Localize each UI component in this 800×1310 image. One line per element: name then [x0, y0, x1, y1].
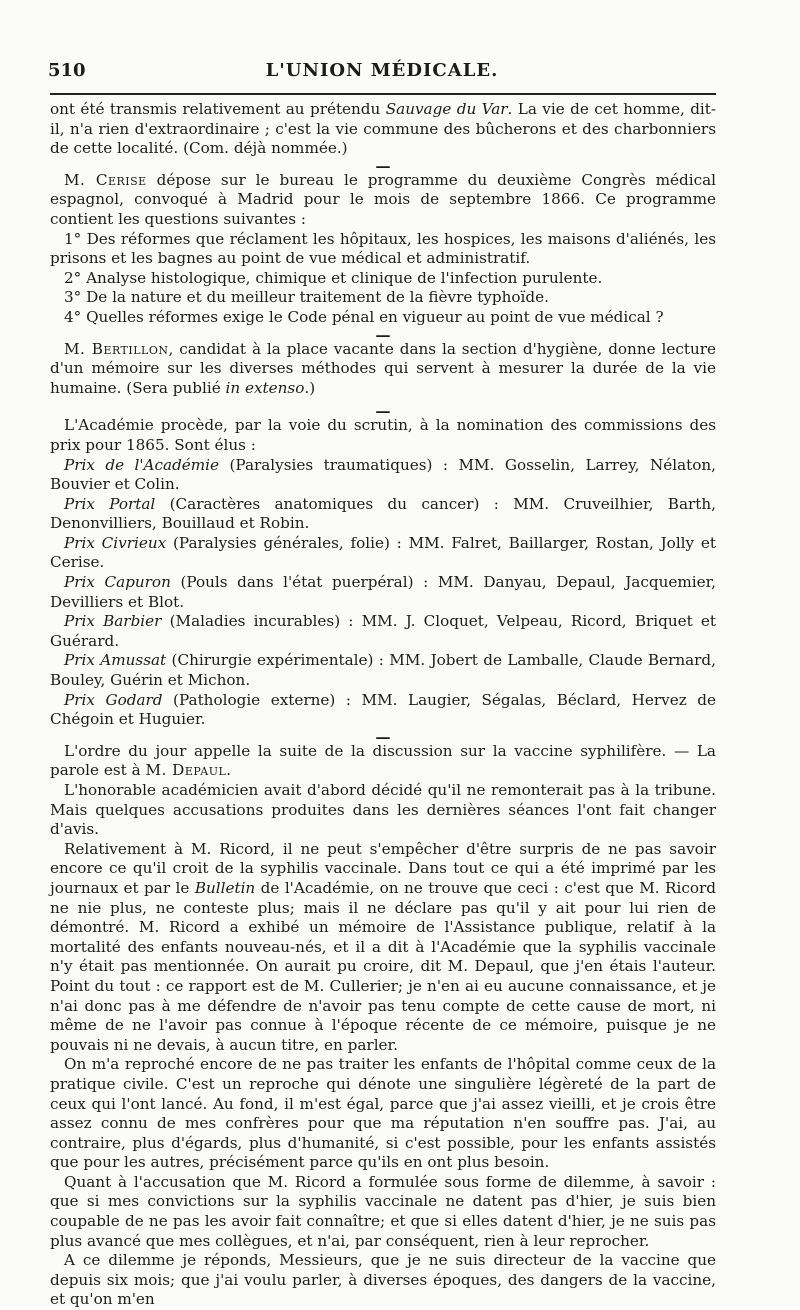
prize-barbier	[50, 612, 716, 651]
question-4: 4° Quelles réformes exige le Code pénal en vigueur au point de vue médical ?	[64, 307, 664, 326]
speaker-name: M. Cerise	[64, 170, 147, 189]
speaker-name: M. Depaul	[145, 761, 227, 780]
speaker-name: M. Bertillon	[64, 339, 169, 358]
paragraph-order-of-day	[50, 742, 716, 781]
text: Relativement à M. Ricord, il ne peut s'empêcher d'être surpris de ne pas savoir encore ce qu'il croit de la syphilis vaccinale. Dans tout ce qui a été imprimé par les journaux et par le	[50, 839, 716, 897]
section-dash: —	[375, 156, 391, 175]
text-italic: Sauvage du Var	[385, 100, 508, 118]
prize-name: Prix Portal	[64, 494, 156, 513]
text: .	[226, 761, 232, 780]
prize-name: Prix Amussat	[64, 651, 167, 670]
text: (Pathologie externe) : MM. Laugier, Ségalas, Béclard, Hervez de Chégoin et Huguier.	[50, 690, 717, 729]
text-italic: in extenso	[225, 378, 305, 397]
text: dépose sur le bureau le programme du deuxième Congrès médical espagnol, convoqué à Madrid pour le mois de septembre 1866. Ce programme contient les questions suivantes :	[50, 170, 716, 228]
prize-academie	[50, 456, 716, 495]
article-body	[50, 100, 716, 1310]
text: .)	[304, 378, 316, 397]
text: L'ordre du jour appelle la suite de la discussion sur la vaccine syphilifère. — La parole est à	[50, 741, 716, 780]
page-number: 510	[48, 60, 86, 81]
prize-name: Prix Capuron	[64, 573, 171, 592]
paragraph-response: A ce dilemme je réponds, Messieurs, que je ne suis directeur de la vaccine que depuis six mois; que j'ai voulu parler, à diverses époques, des dangers de la vaccine, et qu'on m'en	[50, 1251, 716, 1309]
text: , candidat à la place vacante dans la section d'hygiène, donne lecture d'un mémoire sur les diverses méthodes qui servent à mesurer la durée de la vie humaine. (Sera publié	[50, 339, 717, 397]
question-3: 3° De la nature et du meilleur traitement de la fièvre typhoïde.	[64, 288, 549, 307]
text-italic: Bulletin	[194, 878, 256, 897]
paragraph-ricord	[50, 840, 716, 1056]
prize-name: Prix de l'Académie	[64, 455, 220, 474]
paragraph-prizes-intro: L'Académie procède, par la voie du scrutin, à la nomination des commissions des prix pour 1865. Sont élus :	[50, 416, 716, 454]
text: (Caractères anatomiques du cancer) : MM. Cruveilhier, Barth, Denonvilliers, Bouillaud et Robin.	[50, 494, 716, 533]
page-header	[48, 56, 716, 90]
question-2: 2° Analyse histologique, chimique et clinique de l'infection purulente.	[64, 268, 603, 287]
prize-name: Prix Godard	[64, 690, 163, 709]
paragraph-cerise	[50, 171, 716, 230]
paragraph-reproach: On m'a reproché encore de ne pas traiter les enfants de l'hôpital comme ceux de la pratique civile. C'est un reproche qui dénote une singulière légèreté de la part de ceux qui l'ont lancé. Au fond, il m'est égal, parce que j'ai assez vieilli, et je crois être assez connu de mes confrères pour que ma réputation n'en souffre pas. J'ai, au contraire, plus d'égards, plus d'humanité, si c'est possible, pour les enfants assistés que pour les autres, précisément parce qu'ils en ont plus besoin.	[50, 1055, 716, 1172]
text: de l'Académie, on ne trouve que ceci : c'est que M. Ricord ne nie plus, ne conteste plus; mais il ne déclare pas qu'il y ait pour lui rien de démontré. M. Ricord a exhibé un mémoire de l'Assistance publique, relatif à la mortalité des enfants nouveau-nés, et il a dit à l'Académie que la syphilis vaccinale n'y était pas mentionnée. On aurait pu croire, dit M. Depaul, que j'en étais l'auteur. Point du tout : ce rapport est de M. Cullerier; je n'en ai eu aucune connaissance, et je n'ai donc pas à me défendre de n'avoir pas tenu compte de cette cause de mort, ni même de ne l'avoir pas connue à l'époque récente de ce mémoire, puisque je ne pouvais ni ne devais, à aucun titre, en parler.	[50, 878, 716, 1054]
text: (Chirurgie expérimentale) : MM. Jobert de Lamballe, Claude Bernard, Bouley, Guérin et Michon.	[50, 651, 716, 690]
paragraph-depaul-intro: L'honorable académicien avait d'abord décidé qu'il ne remonterait pas à la tribune. Mais quelques accusations produites dans les dernières séances l'ont fait changer d'avis.	[50, 781, 716, 839]
prize-godard	[50, 691, 716, 730]
prize-name: Prix Barbier	[64, 612, 162, 631]
prize-amussat	[50, 651, 716, 690]
paragraph-dilemma: Quant à l'accusation que M. Ricord a formulée sous forme de dilemme, à savoir : que si mes convictions sur la syphilis vaccinale ne datent pas d'hier, je suis bien coupable de ne pas les avoir fait connaître; et que si elles datent d'hier, je ne suis pas plus avancé que mes collègues, et n'ai, par conséquent, rien à leur reprocher.	[50, 1172, 716, 1250]
section-dash: —	[375, 727, 391, 746]
text: . La vie de cet homme, dit-il, n'a rien d'extraordinaire ; c'est la vie commune des bûcherons et des charbonniers de cette localité. (Com. déjà nommée.)	[50, 100, 717, 158]
prize-civrieux	[50, 534, 716, 573]
prize-name: Prix Civrieux	[64, 533, 167, 552]
section-dash: —	[375, 325, 391, 344]
prize-portal	[50, 495, 716, 534]
running-title: L'UNION MÉDICALE.	[265, 60, 499, 81]
section-dash: —	[375, 402, 391, 421]
text: (Pouls dans l'état puerpéral) : MM. Danyau, Depaul, Jacquemier, Devilliers et Blot.	[50, 573, 716, 611]
text: (Maladies incurables) : MM. J. Cloquet, Velpeau, Ricord, Briquet et Guérard.	[50, 612, 716, 650]
header-rule	[50, 93, 716, 95]
text: ont été transmis relativement au prétendu	[50, 100, 386, 118]
text: (Paralysies générales, folie) : MM. Falret, Baillarger, Rostan, Jolly et Cerise.	[50, 533, 716, 572]
question-1: 1° Des réformes que réclament les hôpitaux, les hospices, les maisons d'aliénés, les prisons et les bagnes au point de vue médical et administratif.	[50, 229, 716, 268]
paragraph-sauvage	[50, 100, 716, 159]
prize-capuron	[50, 573, 716, 612]
text: (Paralysies traumatiques) : MM. Gosselin, Larrey, Nélaton, Bouvier et Colin.	[50, 455, 716, 494]
paragraph-bertillon	[50, 340, 716, 399]
